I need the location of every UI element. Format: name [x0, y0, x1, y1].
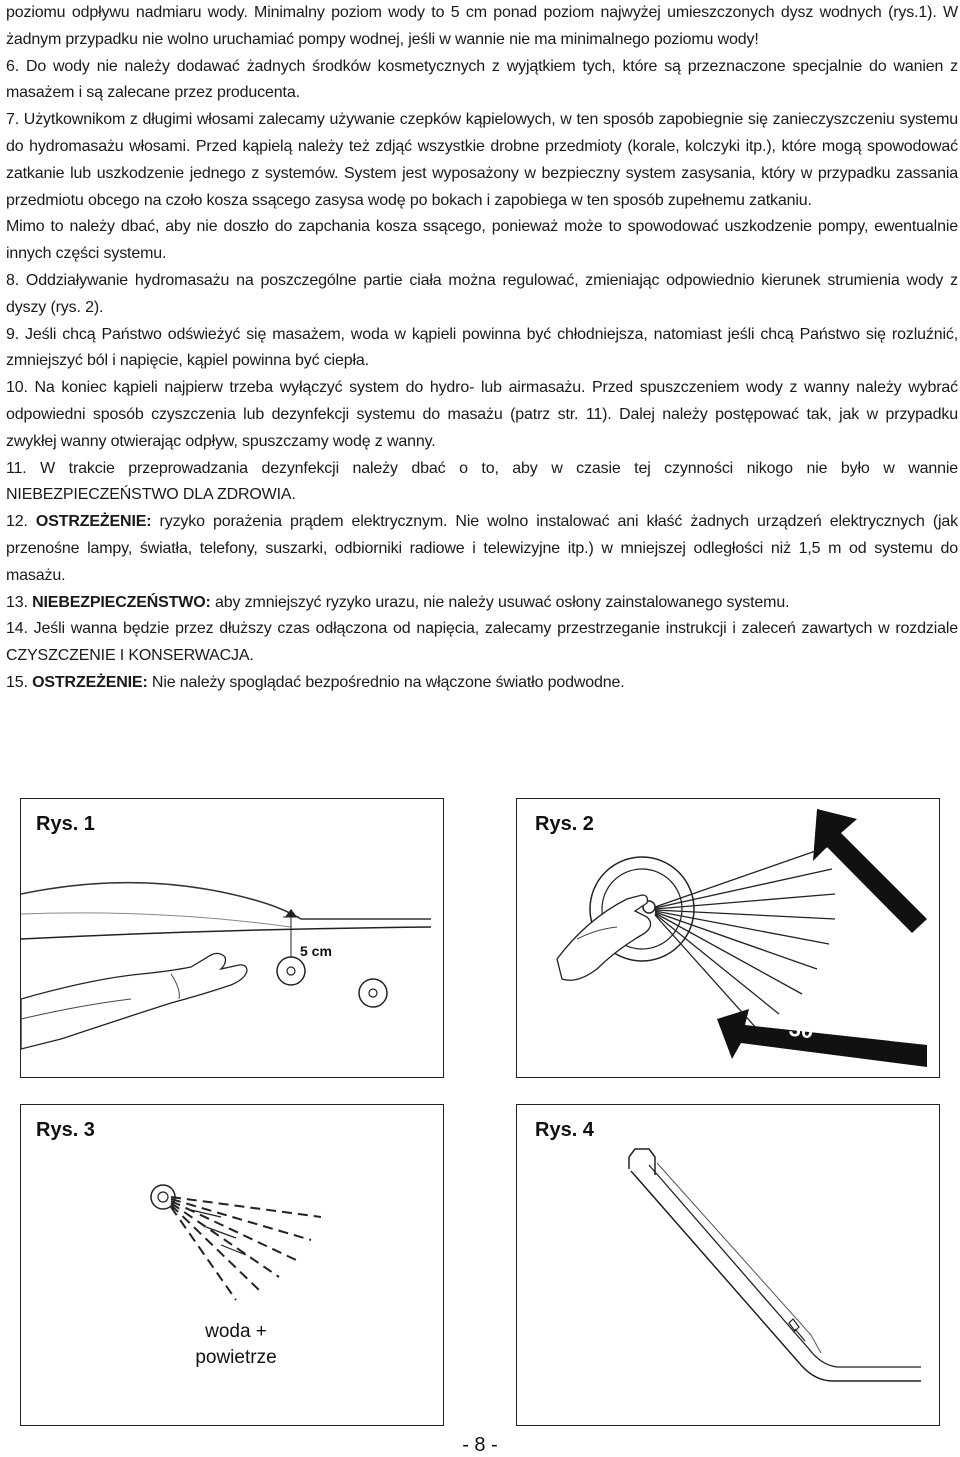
paragraph-13-text: aby zmniejszyć ryzyko urazu, nie należy usuwać osłony zainstalowanego systemu.: [210, 593, 790, 611]
paragraph-7: 7. Użytkownikom z długimi włosami zalecamy używanie czepków kąpielowych, w ten sposób zapobiegnie się zanieczyszczeniu systemu do hydromasażu włosami. Przed kąpielą należy też zdjąć wszystkie drobne przedmioty (korale, kolczyki itp.), które mogą spowodować zatkanie lub uszkodzenie jednego z systemów. System jest wyposażony w bezpieczny system zasysania, który w przypadku zassania przedmiotu obcego na czoło kosza ssącego zasysa wodę po bokach i zapobiega w ten sposób zupełnemu zatkaniu.: [6, 111, 958, 209]
manual-text: [6, 0, 958, 697]
angle-label-top: 30: [840, 912, 873, 944]
paragraph-intro: poziomu odpływu nadmiaru wody. Minimalny poziom wody to 5 cm ponad poziom najwyżej umieszczonych dysz wodnych (rys.1). W żadnym przypadku nie wolno uruchamiać pompy wodnej, jeśli w wannie nie ma minimalnego poziomu wody!: [6, 4, 958, 48]
paragraph-15: [6, 670, 958, 697]
warning-label: OSTRZEŻENIE:: [35, 513, 152, 531]
danger-label: NIEBEZPIECZEŃSTWO:: [32, 593, 211, 611]
caption-line-1: woda +: [205, 1321, 267, 1342]
angle-label-bottom: 30: [787, 1015, 816, 1044]
paragraph-15-number: 15.: [6, 673, 28, 691]
backrest-illustration: [517, 1105, 940, 1426]
paragraph-13-number: 13.: [6, 593, 28, 611]
figure-3-title: Rys. 3: [36, 1119, 95, 1141]
figure-rys-2: [516, 798, 940, 1078]
paragraph-13: [6, 590, 958, 617]
paragraph-7-continued: Mimo to należy dbać, aby nie doszło do zapchania kosza ssącego, ponieważ może to spowodować uszkodzenie pompy, ewentualnie innych części systemu.: [6, 218, 958, 263]
bathtub-jets-illustration: [21, 799, 444, 1078]
water-level-label: 5 cm: [300, 943, 332, 959]
figure-4-title: Rys. 4: [535, 1119, 594, 1141]
paragraph-14: 14. Jeśli wanna będzie przez dłuższy czas odłączona od napięcia, zalecamy przestrzeganie instrukcji i zaleceń zawartych w rozdziale CZYSZCZENIE I KONSERWACJA.: [6, 620, 958, 665]
caption-line-2: powietrze: [195, 1347, 277, 1368]
paragraph-12-number: 12.: [6, 513, 28, 531]
figure-rys-4: [516, 1104, 940, 1426]
water-air-caption: [171, 1319, 301, 1371]
page-number: - 8 -: [462, 1434, 498, 1456]
figure-1-title: Rys. 1: [36, 813, 95, 835]
paragraph-6: 6. Do wody nie należy dodawać żadnych środków kosmetycznych z wyjątkiem tych, które są przeznaczone specjalnie do wanien z masażem i są zalecane przez producenta.: [6, 57, 958, 102]
paragraph-8: 8. Oddziaływanie hydromasażu na poszczególne partie ciała można regulować, zmieniając odpowiednio kierunek strumienia wody z dyszy (rys. 2).: [6, 271, 958, 316]
paragraph-11: 11. W trakcie przeprowadzania dezynfekcji należy dbać o to, aby w czasie tej czynności nikogo nie było w wannie NIEBEZPIECZEŃSTWO DLA ZDROWIA.: [6, 459, 958, 504]
paragraph-10: 10. Na koniec kąpieli najpierw trzeba wyłączyć system do hydro- lub airmasażu. Przed spuszczeniem wody z wanny należy wybrać odpowiedni sposób czyszczenia lub dezynfekcji systemu do masażu (patrz str. 11). Dalej należy postępować tak, jak w przypadku zwykłej wanny otwierając odpływ, spuszczamy wodę z wanny.: [6, 379, 958, 450]
paragraph-12-text: ryzyko porażenia prądem elektrycznym. Nie wolno instalować ani kłaść żadnych urządzeń elektrycznych (jak przenośne lampy, światła, telefony, suszarki, odbiorniki radiowe i telewizyjne itp.) w mniejszej odległości niż 1,5 m od systemu do masażu.: [6, 513, 958, 584]
figure-2-title: Rys. 2: [535, 813, 594, 835]
jet-direction-illustration: [517, 799, 940, 1078]
paragraph-15-text: Nie należy spoglądać bezpośrednio na włączone światło podwodne.: [147, 673, 625, 691]
figure-rys-3: [20, 1104, 444, 1426]
paragraph-12: [6, 509, 958, 589]
warning-label-2: OSTRZEŻENIE:: [32, 673, 148, 691]
figure-rys-1: [20, 798, 444, 1078]
water-air-jet-illustration: [21, 1105, 444, 1426]
paragraph-9: 9. Jeśli chcą Państwo odświeżyć się masażem, woda w kąpieli powinna być chłodniejsza, natomiast jeśli chcą Państwo się rozluźnić, zmniejszyć ból i napięcie, kąpiel powinna być ciepła.: [6, 325, 958, 370]
